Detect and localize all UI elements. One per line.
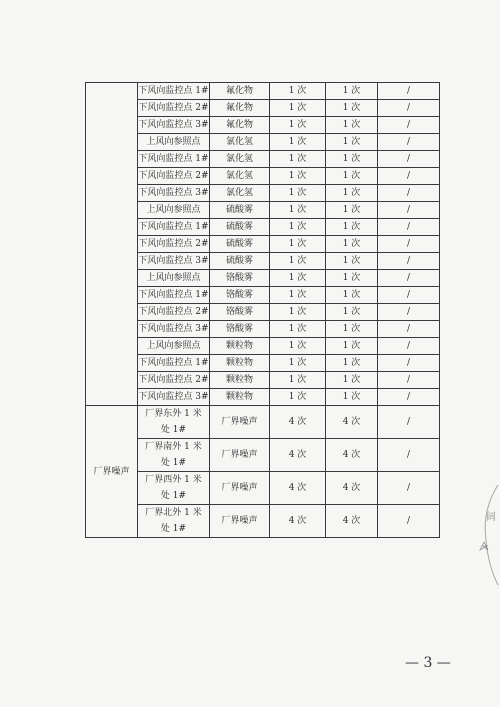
frequency-b: 1 次: [326, 338, 378, 355]
table-row: [86, 151, 440, 168]
frequency-a: 1 次: [270, 304, 326, 321]
frequency-b: 1 次: [326, 389, 378, 406]
frequency-b: 1 次: [326, 117, 378, 134]
remark: /: [378, 83, 440, 100]
frequency-b: 1 次: [326, 355, 378, 372]
frequency-a: 1 次: [270, 134, 326, 151]
frequency-b: 4 次: [326, 406, 378, 439]
frequency-b: 4 次: [326, 472, 378, 505]
frequency-a: 1 次: [270, 100, 326, 117]
frequency-b: 1 次: [326, 83, 378, 100]
monitoring-item: 颗粒物: [210, 372, 270, 389]
remark: /: [378, 219, 440, 236]
frequency-b: 1 次: [326, 151, 378, 168]
monitoring-item: 颗粒物: [210, 389, 270, 406]
remark: /: [378, 117, 440, 134]
remark: /: [378, 338, 440, 355]
frequency-a: 1 次: [270, 338, 326, 355]
monitoring-point: 下风向监控点 2#: [138, 372, 210, 389]
frequency-b: 1 次: [326, 219, 378, 236]
remark: /: [378, 304, 440, 321]
frequency-a: 1 次: [270, 83, 326, 100]
frequency-a: 1 次: [270, 253, 326, 270]
remark: /: [378, 321, 440, 338]
remark: /: [378, 389, 440, 406]
monitoring-point: 下风向监控点 3#: [138, 185, 210, 202]
table-row: [86, 372, 440, 389]
monitoring-item: 氟化物: [210, 100, 270, 117]
frequency-b: 4 次: [326, 505, 378, 538]
frequency-a: 1 次: [270, 287, 326, 304]
frequency-a: 1 次: [270, 389, 326, 406]
monitoring-point: 厂界西外 1 米处 1#: [138, 472, 210, 505]
frequency-a: 4 次: [270, 505, 326, 538]
table-row: [86, 406, 440, 439]
table-row: [86, 134, 440, 151]
monitoring-item: 厂界噪声: [210, 505, 270, 538]
monitoring-point: 厂界北外 1 米处 1#: [138, 505, 210, 538]
frequency-a: 1 次: [270, 151, 326, 168]
frequency-a: 1 次: [270, 219, 326, 236]
monitoring-item: 氯化氢: [210, 151, 270, 168]
frequency-a: 4 次: [270, 406, 326, 439]
table-row: [86, 83, 440, 100]
monitoring-point: 下风向监控点 2#: [138, 236, 210, 253]
table-row: [86, 389, 440, 406]
frequency-a: 1 次: [270, 270, 326, 287]
frequency-a: 1 次: [270, 321, 326, 338]
table-row: [86, 168, 440, 185]
monitoring-point: 厂界东外 1 米处 1#: [138, 406, 210, 439]
monitoring-point: 上风向参照点: [138, 134, 210, 151]
frequency-b: 1 次: [326, 100, 378, 117]
remark: /: [378, 472, 440, 505]
monitoring-point: 下风向监控点 3#: [138, 117, 210, 134]
monitoring-table: [85, 82, 440, 538]
monitoring-point: 上风向参照点: [138, 270, 210, 287]
remark: /: [378, 406, 440, 439]
monitoring-item: 铬酸雾: [210, 270, 270, 287]
table-row: [86, 185, 440, 202]
table-row: [86, 253, 440, 270]
monitoring-point: 下风向监控点 1#: [138, 287, 210, 304]
svg-text:阔: 阔: [486, 512, 496, 523]
monitoring-point: 下风向监控点 3#: [138, 389, 210, 406]
monitoring-item: 氯化氢: [210, 134, 270, 151]
remark: /: [378, 372, 440, 389]
frequency-a: 1 次: [270, 372, 326, 389]
monitoring-item: 硫酸雾: [210, 202, 270, 219]
table-row: [86, 321, 440, 338]
frequency-a: 4 次: [270, 439, 326, 472]
category-cell-air: [86, 83, 138, 406]
frequency-b: 1 次: [326, 202, 378, 219]
remark: /: [378, 439, 440, 472]
monitoring-point: 上风向参照点: [138, 338, 210, 355]
frequency-a: 1 次: [270, 185, 326, 202]
monitoring-point: 下风向监控点 1#: [138, 219, 210, 236]
table-row: [86, 355, 440, 372]
remark: /: [378, 253, 440, 270]
monitoring-point: 厂界南外 1 米处 1#: [138, 439, 210, 472]
table-row: [86, 304, 440, 321]
frequency-b: 1 次: [326, 134, 378, 151]
remark: /: [378, 151, 440, 168]
monitoring-point: 下风向监控点 1#: [138, 83, 210, 100]
monitoring-item: 厂界噪声: [210, 439, 270, 472]
table-row: [86, 270, 440, 287]
monitoring-point: 下风向监控点 2#: [138, 304, 210, 321]
monitoring-point: 下风向监控点 1#: [138, 355, 210, 372]
frequency-a: 1 次: [270, 355, 326, 372]
remark: /: [378, 185, 440, 202]
monitoring-item: 氟化物: [210, 117, 270, 134]
monitoring-item: 氯化氢: [210, 185, 270, 202]
monitoring-point: 下风向监控点 1#: [138, 151, 210, 168]
remark: /: [378, 202, 440, 219]
monitoring-item: 颗粒物: [210, 338, 270, 355]
monitoring-point: 下风向监控点 3#: [138, 321, 210, 338]
frequency-b: 1 次: [326, 185, 378, 202]
category-cell-noise: 厂界噪声: [86, 406, 138, 538]
monitoring-point: 下风向监控点 3#: [138, 253, 210, 270]
table-row: [86, 338, 440, 355]
frequency-b: 1 次: [326, 168, 378, 185]
monitoring-item: 厂界噪声: [210, 406, 270, 439]
monitoring-item: 铬酸雾: [210, 304, 270, 321]
table-row: [86, 287, 440, 304]
table-row: [86, 117, 440, 134]
remark: /: [378, 236, 440, 253]
remark: /: [378, 100, 440, 117]
table-row: [86, 505, 440, 538]
frequency-b: 1 次: [326, 372, 378, 389]
frequency-b: 1 次: [326, 304, 378, 321]
monitoring-item: 硫酸雾: [210, 253, 270, 270]
frequency-a: 4 次: [270, 472, 326, 505]
monitoring-point: 上风向参照点: [138, 202, 210, 219]
remark: /: [378, 270, 440, 287]
page-number: — 3 —: [405, 655, 451, 671]
monitoring-point: 下风向监控点 2#: [138, 100, 210, 117]
table-row: [86, 202, 440, 219]
table-row: [86, 439, 440, 472]
frequency-a: 1 次: [270, 202, 326, 219]
frequency-b: 1 次: [326, 321, 378, 338]
monitoring-item: 硫酸雾: [210, 219, 270, 236]
remark: /: [378, 168, 440, 185]
remark: /: [378, 505, 440, 538]
frequency-a: 1 次: [270, 117, 326, 134]
monitoring-point: 下风向监控点 2#: [138, 168, 210, 185]
table-row: [86, 219, 440, 236]
frequency-b: 4 次: [326, 439, 378, 472]
remark: /: [378, 134, 440, 151]
monitoring-item: 铬酸雾: [210, 321, 270, 338]
monitoring-item: 硫酸雾: [210, 236, 270, 253]
table-row: [86, 472, 440, 505]
red-stamp-fragment: [472, 480, 500, 590]
table-row: [86, 100, 440, 117]
monitoring-item: 厂界噪声: [210, 472, 270, 505]
monitoring-item: 氟化物: [210, 83, 270, 100]
remark: /: [378, 355, 440, 372]
monitoring-item: 颗粒物: [210, 355, 270, 372]
frequency-b: 1 次: [326, 253, 378, 270]
table-row: [86, 236, 440, 253]
remark: /: [378, 287, 440, 304]
frequency-b: 1 次: [326, 287, 378, 304]
frequency-b: 1 次: [326, 270, 378, 287]
monitoring-item: 氯化氢: [210, 168, 270, 185]
frequency-a: 1 次: [270, 168, 326, 185]
frequency-b: 1 次: [326, 236, 378, 253]
monitoring-item: 铬酸雾: [210, 287, 270, 304]
frequency-a: 1 次: [270, 236, 326, 253]
